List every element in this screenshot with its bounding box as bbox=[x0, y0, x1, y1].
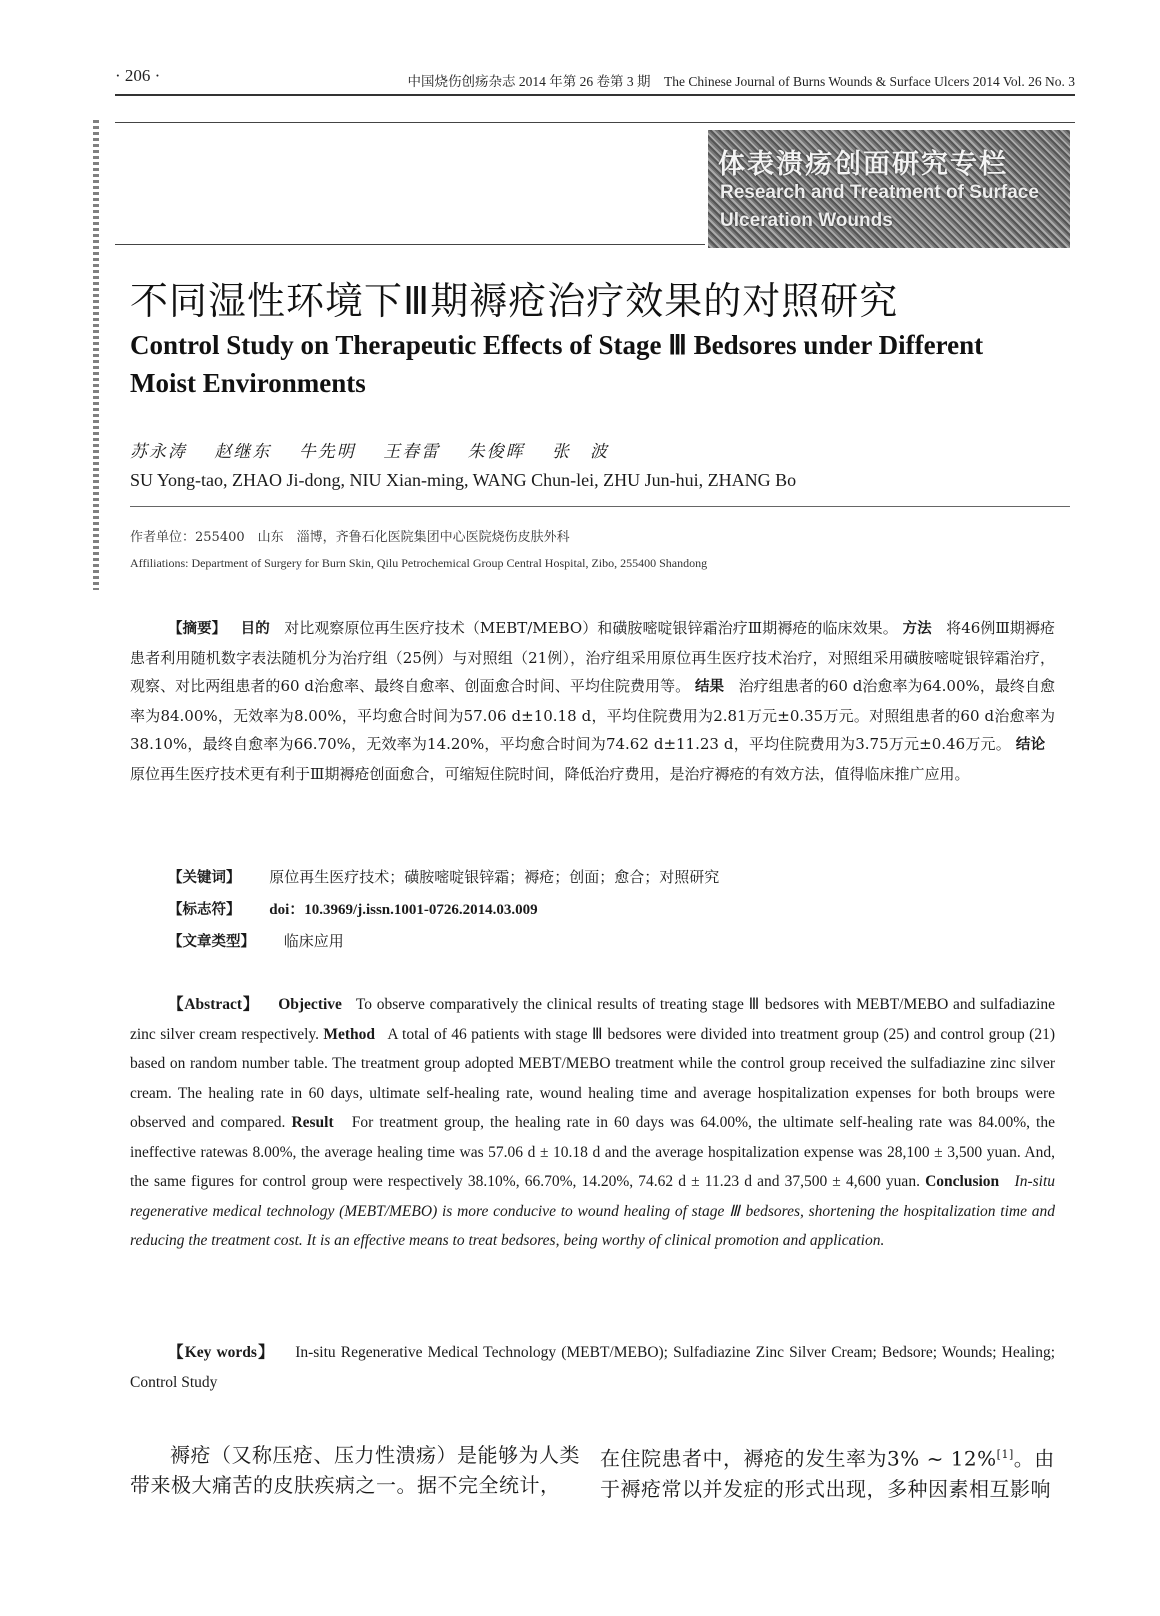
abstract-cn bbox=[130, 614, 1055, 789]
keywords-cn bbox=[168, 866, 719, 887]
abstract-en bbox=[130, 990, 1055, 1256]
body-column-right bbox=[600, 1440, 1070, 1504]
badge-title-en-2: Ulceration Wounds bbox=[720, 210, 893, 231]
conclusion-en: In-situ regenerative medical technology (MEBT/MEBO) is more conducive to wound healing of stage Ⅲ bedsores, shortening the hospitalization time and reducing the treatment cost. It is an effective means to treat bedsores, being worthy of clinical promotion and application. bbox=[130, 1173, 1056, 1249]
keywords-en-label: 【Key words】 bbox=[168, 1344, 275, 1361]
authors-cn bbox=[130, 437, 629, 462]
badge-title-en-1: Research and Treatment of Surface bbox=[720, 182, 1039, 203]
section-rule-bottom bbox=[115, 244, 705, 245]
body-text: 。由于褥疮常以并发症的形式出现，多种因素相互影响 bbox=[600, 1446, 1055, 1501]
author-cn: 朱俊晖 bbox=[467, 442, 525, 462]
article-type-cn-label: 【文章类型】 bbox=[168, 934, 255, 950]
page-number: · 206 · bbox=[115, 66, 161, 85]
conclusion-cn: 原位再生医疗技术更有利于Ⅲ期褥疮创面愈合，可缩短住院时间，降低治疗费用，是治疗褥疮的有效方法，值得临床推广应用。 bbox=[130, 764, 970, 783]
body-paragraph: 褥疮（又称压疮、压力性溃疡）是能够为人类带来极大痛苦的皮肤疾病之一。据不完全统计， bbox=[130, 1443, 580, 1497]
keywords-en-text: In-situ Regenerative Medical Technology (MEBT/MEBO); Sulfadiazine Zinc Silver Cream; Bedsore; Wounds; Healing; Control Study bbox=[130, 1344, 1055, 1391]
article-type-cn-text: 临床应用 bbox=[283, 932, 344, 950]
conclusion-en-label: Conclusion bbox=[925, 1173, 1000, 1190]
author-cn: 苏永涛 bbox=[130, 442, 187, 462]
method-en: A total of 46 patients with stage Ⅲ bedsores were divided into treatment group (25) and control group (21) based on random number table. The treatment group adopted MEBT/MEBO treatment while the control group received the sulfadiazine zinc silver cream. The healing rate in 60 days, ultimate self-healing rate, wound healing time and average hospitalization expenses for both broups were observed and compared. bbox=[130, 1025, 1055, 1131]
keywords-en bbox=[130, 1338, 1055, 1398]
doi-text: doi：10.3969/j.issn.1001-0726.2014.03.009 bbox=[269, 902, 538, 918]
conclusion-cn-label: 结论 bbox=[1015, 737, 1046, 754]
title-en: Control Study on Therapeutic Effects of Stage Ⅲ Bedsores under Different Moist Environments bbox=[130, 330, 984, 398]
section-rule-top bbox=[115, 122, 1075, 123]
result-cn: 治疗组患者的60 d治愈率为64.00%，最终自愈率为84.00%，无效率为8.00%，平均愈合时间为57.06 d±10.18 d，平均住院费用为2.81万元±0.35万元。对照组患者的60 d治愈率为38.10%，最终自愈率为66.70%，无效率为14.20%，平均愈合时间为74.62 d±11.23 d，平均住院费用为3.75万元±0.46万元。 bbox=[130, 677, 1056, 754]
method-cn: 将46例Ⅲ期褥疮患者利用随机数字表法随机分为治疗组（25例）与对照组（21例），治疗组采用原位再生医疗技术治疗，对照组采用磺胺嘧啶银锌霜治疗，观察、对比两组患者的60 d治愈率、最终自愈率、创面愈合时间、平均住院费用等。 bbox=[130, 619, 1056, 696]
result-cn-label: 结果 bbox=[695, 679, 725, 696]
affiliation-en: Affiliations: Department of Surgery for Burn Skin, Qilu Petrochemical Group Central Hospital, Zibo, 255400 Shandong bbox=[130, 556, 708, 570]
affiliation-cn: 作者单位：255400 山东 淄博，齐鲁石化医院集团中心医院烧伤皮肤外科 bbox=[130, 530, 570, 545]
method-cn-label: 方法 bbox=[902, 621, 932, 637]
title-cn: 不同湿性环境下Ⅲ期褥疮治疗效果的对照研究 bbox=[130, 279, 899, 323]
objective-en-label: Objective bbox=[278, 996, 342, 1013]
keywords-cn-label: 【关键词】 bbox=[168, 870, 241, 886]
badge-title-cn: 体表溃疡创面研究专栏 bbox=[718, 149, 1008, 179]
result-en-label: Result bbox=[291, 1114, 334, 1131]
abstract-cn-label: 【摘要】 bbox=[168, 621, 227, 637]
objective-cn: 对比观察原位再生医疗技术（MEBT/MEBO）和磺胺嘧啶银锌霜治疗Ⅲ期褥疮的临床效果。 bbox=[284, 619, 898, 637]
method-en-label: Method bbox=[323, 1025, 376, 1043]
author-rule bbox=[130, 506, 1070, 507]
article-type-cn bbox=[168, 930, 344, 951]
author-cn: 张 波 bbox=[552, 442, 610, 462]
objective-en: To observe comparatively the clinical results of treating stage Ⅲ bedsores with MEBT/MEBO and sulfadiazine zinc silver cream respectively. bbox=[130, 996, 1056, 1043]
header-rule bbox=[115, 94, 1075, 96]
journal-line: 中国烧伤创疡杂志 2014 年第 26 卷第 3 期 The Chinese Journal of Burns Wounds & Surface Ulcers 2014 Vol. 26 No. 3 bbox=[407, 74, 1075, 89]
author-cn: 牛先明 bbox=[298, 442, 356, 462]
keywords-cn-text: 原位再生医疗技术；磺胺嘧啶银锌霜；褥疮；创面；愈合；对照研究 bbox=[269, 868, 720, 886]
body-text: 在住院患者中，褥疮的发生率为3% ~ 12% bbox=[600, 1446, 997, 1471]
abstract-en-label: 【Abstract】 bbox=[168, 996, 260, 1013]
body-column-left bbox=[130, 1440, 585, 1500]
scan-edge-pattern bbox=[93, 120, 99, 590]
authors-en: SU Yong-tao, ZHAO Ji-dong, NIU Xian-ming, WANG Chun-lei, ZHU Jun-hui, ZHANG Bo bbox=[130, 470, 797, 490]
column-badge bbox=[708, 130, 1070, 248]
result-en: For treatment group, the healing rate in 60 days was 64.00%, the ultimate self-healing rate was 84.00%, the ineffective ratewas 8.00%, the average healing time was 57.06 d ± 10.18 d and the average hospitalization expense was 28,100 ± 3,500 yuan. And, the same figures for control group were respectively 38.10%, 66.70%, 14.20%, 74.62 d ± 11.23 d and 37,500 ± 4,600 yuan. bbox=[130, 1114, 1055, 1190]
doi-cn-label: 【标志符】 bbox=[168, 902, 241, 918]
doi-cn bbox=[168, 898, 538, 919]
author-cn: 王春雷 bbox=[383, 442, 441, 462]
objective-cn-label: 目的 bbox=[240, 621, 270, 637]
author-cn: 赵继东 bbox=[214, 442, 272, 462]
citation-ref[interactable]: [1] bbox=[996, 1448, 1014, 1461]
